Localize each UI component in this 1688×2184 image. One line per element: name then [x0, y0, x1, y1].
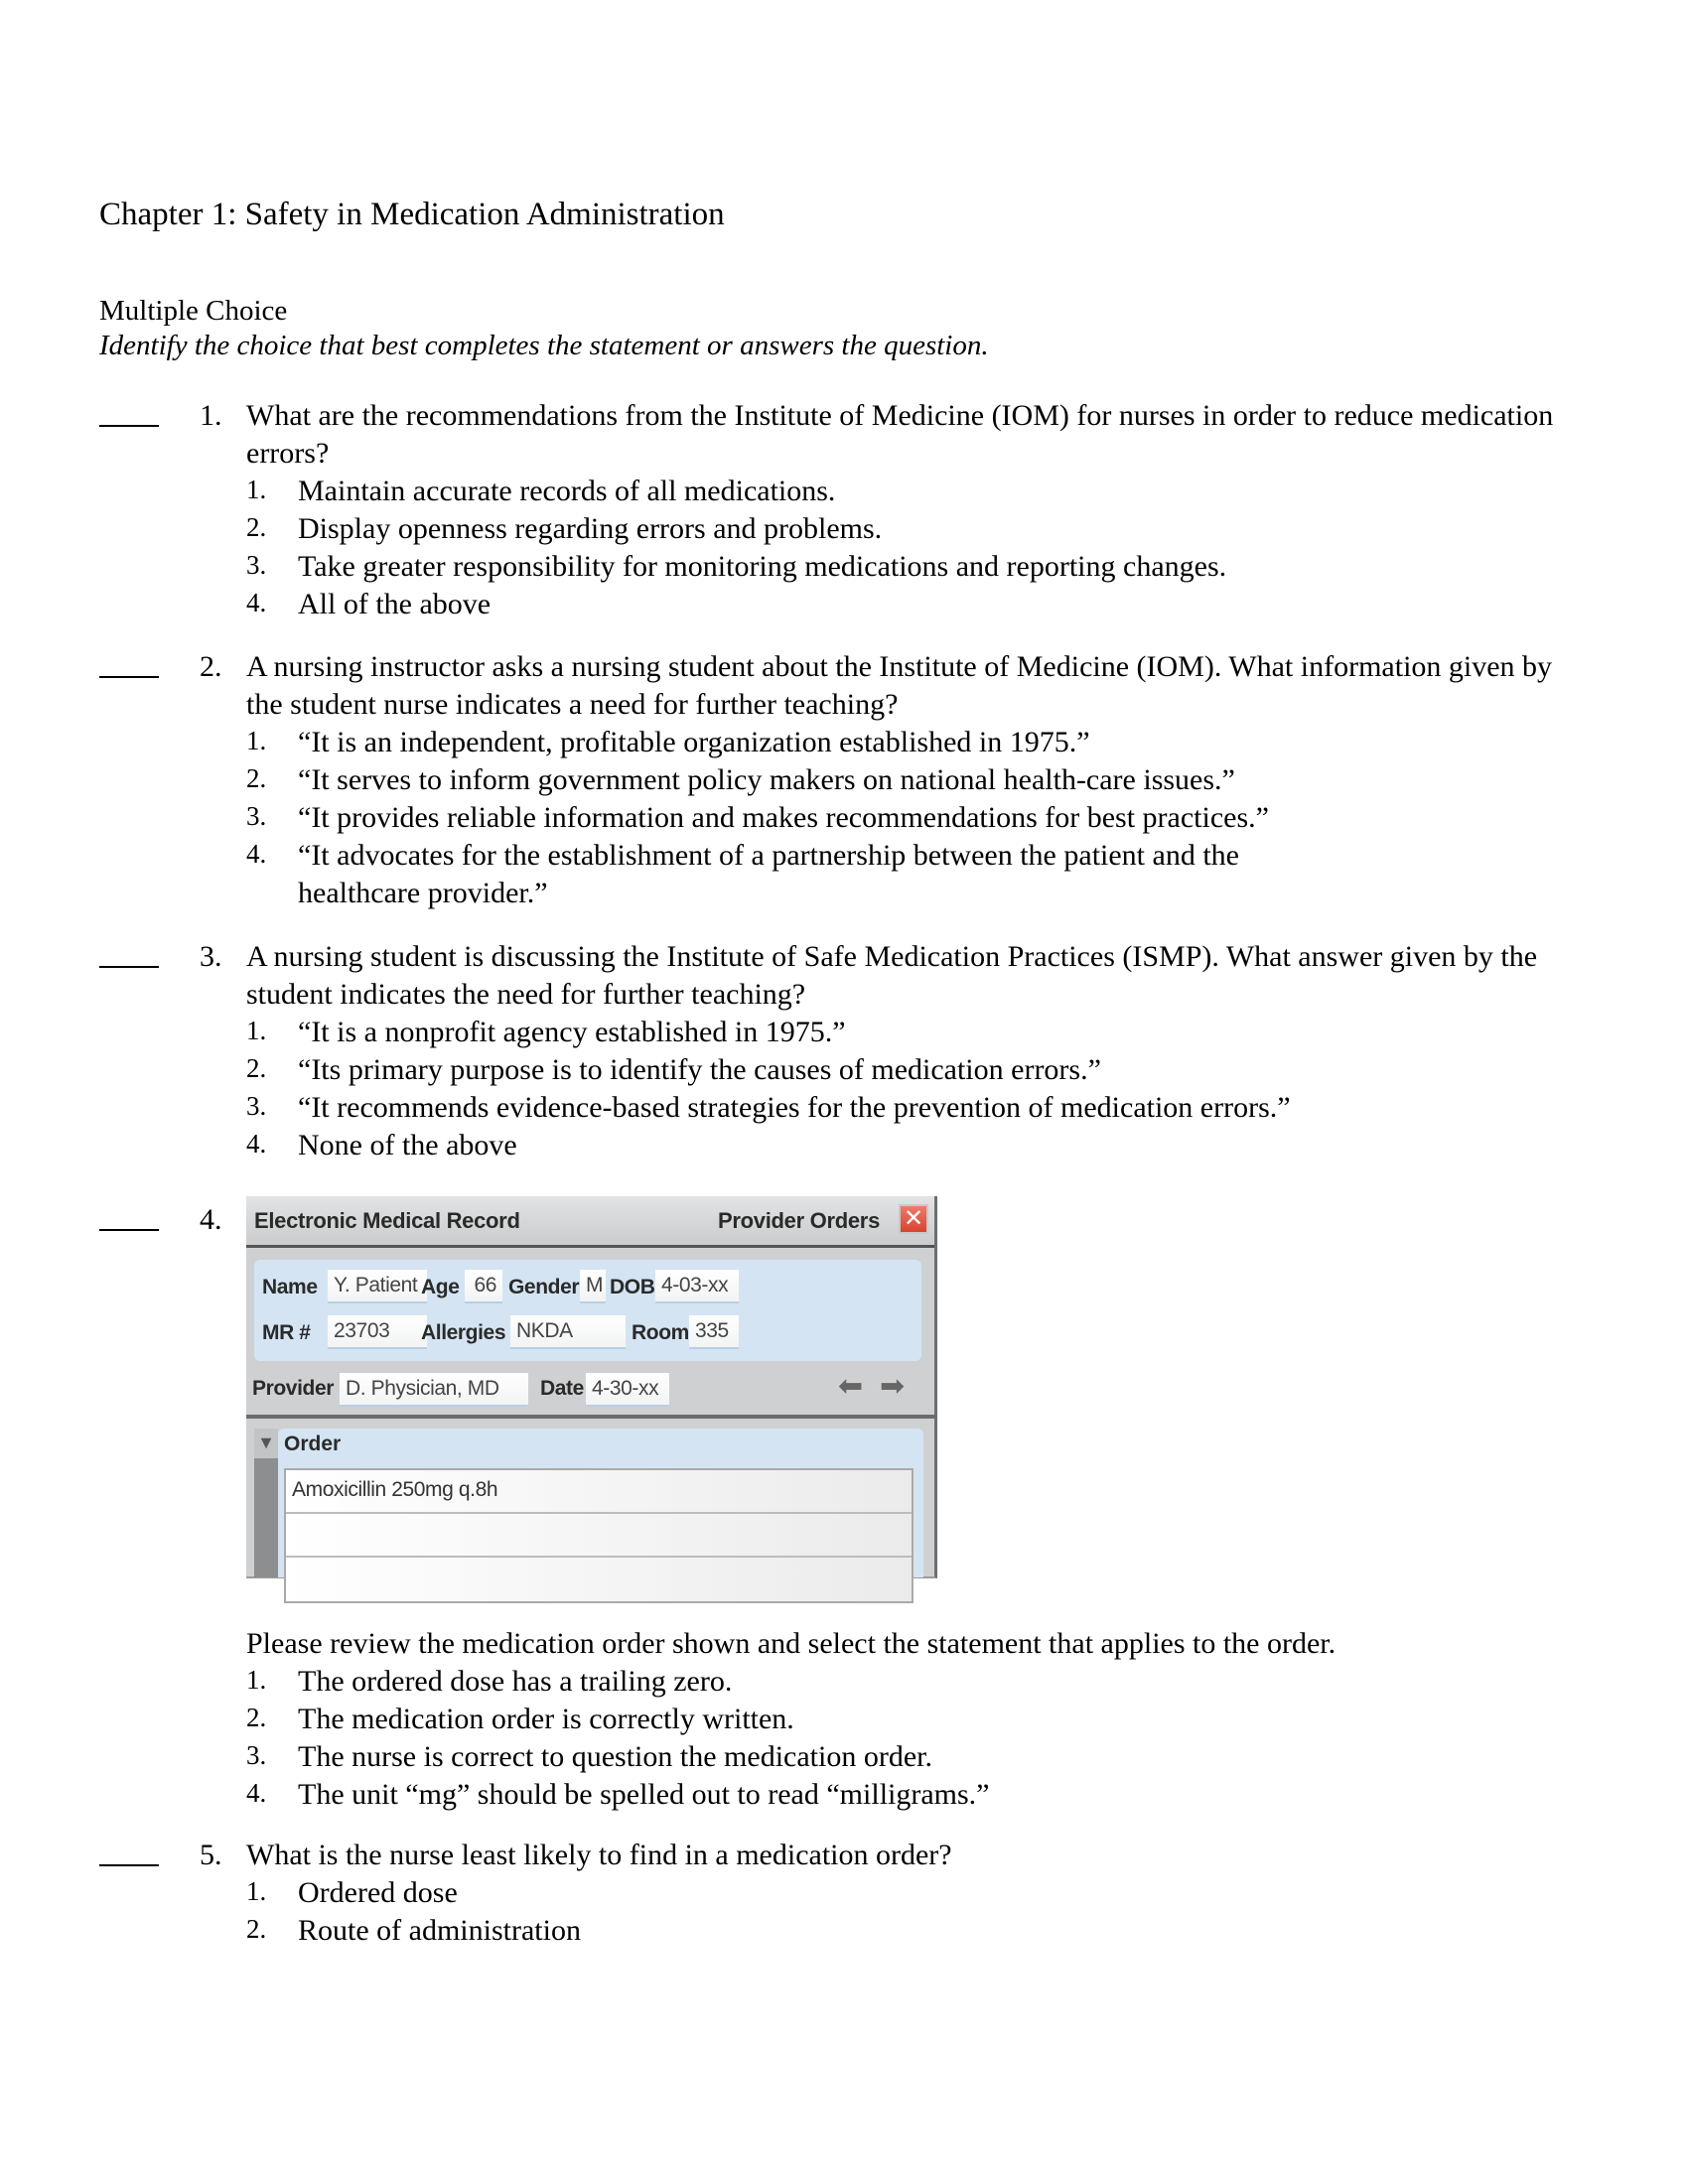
order-row[interactable]	[286, 1558, 912, 1601]
option: 2. Route of administration	[246, 1914, 581, 1947]
room-field[interactable]: 335	[689, 1315, 739, 1349]
question-stem: A nursing student is discussing the Institute of Safe Medication Practices (ISMP). What answer given by the student indicates the need for further teaching?	[246, 940, 1538, 1011]
option: 3. “It recommends evidence-based strategies for the prevention of medication errors.”	[246, 1091, 1291, 1124]
emr-title: Electronic Medical Record	[254, 1208, 520, 1233]
emr-header	[246, 1196, 934, 1248]
instructions: Identify the choice that best completes the statement or answers the question.	[99, 330, 989, 361]
question-stem: What is the nurse least likely to find in a medication order?	[246, 1839, 952, 1871]
order-section	[254, 1429, 929, 1577]
mr-field[interactable]: 23703	[328, 1315, 427, 1349]
option: 3. “It provides reliable information and makes recommendations for best practices.”	[246, 801, 1269, 834]
order-panel	[278, 1429, 923, 1577]
order-heading: Order	[284, 1433, 342, 1455]
answer-blank[interactable]	[99, 938, 159, 968]
option: 3. The nurse is correct to question the medication order.	[246, 1740, 932, 1773]
question-stem: What are the recommendations from the Institute of Medicine (IOM) for nurses in order to reduce medication errors?	[246, 399, 1554, 470]
option: 4. None of the above	[246, 1129, 517, 1161]
page-title: Chapter 1: Safety in Medication Administration	[99, 197, 725, 232]
dob-field[interactable]: 4-03-xx	[655, 1270, 739, 1303]
patient-info-panel	[254, 1260, 921, 1361]
option: 2. “It serves to inform government policy makers on national health-care issues.”	[246, 763, 1235, 796]
close-icon[interactable]: ✕	[899, 1204, 928, 1234]
arrow-right-icon[interactable]: ➡	[880, 1370, 906, 1403]
gender-field[interactable]: M	[580, 1270, 606, 1303]
provider-row	[246, 1365, 934, 1419]
option: 1. Maintain accurate records of all medications.	[246, 475, 836, 507]
age-label: Age	[421, 1276, 460, 1298]
option: 4. “It advocates for the establishment of a partnership between the patient and the healthcare provider.”	[246, 839, 1239, 909]
order-list	[284, 1468, 914, 1603]
emr-tab-provider-orders[interactable]: Provider Orders	[717, 1208, 880, 1233]
question-number: 1.	[200, 399, 222, 432]
emr-window	[246, 1196, 937, 1578]
question-number: 2.	[200, 650, 222, 683]
gender-label: Gender	[508, 1276, 580, 1298]
provider-field[interactable]: D. Physician, MD	[340, 1373, 528, 1407]
option: 3. Take greater responsibility for monitoring medications and reporting changes.	[246, 550, 1227, 583]
question-number: 4.	[200, 1203, 222, 1236]
option: 2. Display openness regarding errors and problems.	[246, 512, 883, 545]
date-field[interactable]: 4-30-xx	[586, 1373, 669, 1407]
dob-label: DOB	[610, 1276, 655, 1298]
name-field[interactable]: Y. Patient	[328, 1270, 427, 1303]
option: 2. “Its primary purpose is to identify the causes of medication errors.”	[246, 1053, 1101, 1086]
option: 2. The medication order is correctly written.	[246, 1703, 794, 1735]
collapse-triangle-icon[interactable]: ▼	[254, 1429, 278, 1458]
option: 1. The ordered dose has a trailing zero.	[246, 1665, 733, 1698]
question-number: 3.	[200, 940, 222, 973]
allergies-field[interactable]: NKDA	[510, 1315, 626, 1349]
age-field[interactable]: 66	[465, 1270, 502, 1303]
date-label: Date	[540, 1377, 584, 1400]
section-heading: Multiple Choice	[99, 295, 288, 327]
provider-label: Provider	[252, 1377, 334, 1400]
name-label: Name	[262, 1276, 318, 1298]
question-number: 5.	[200, 1839, 222, 1871]
option: 1. Ordered dose	[246, 1876, 458, 1909]
order-row[interactable]: Amoxicillin 250mg q.8h	[286, 1470, 912, 1514]
answer-blank[interactable]	[99, 1201, 159, 1231]
answer-blank[interactable]	[99, 648, 159, 678]
mr-label: MR #	[262, 1321, 311, 1344]
order-row[interactable]	[286, 1514, 912, 1558]
allergies-label: Allergies	[421, 1321, 506, 1344]
question-stem: Please review the medication order shown and select the statement that applies to the order.	[246, 1627, 1336, 1660]
answer-blank[interactable]	[99, 1837, 159, 1866]
option: 4. All of the above	[246, 588, 492, 620]
option: 1. “It is a nonprofit agency established in 1975.”	[246, 1016, 846, 1048]
room-label: Room	[632, 1321, 689, 1344]
arrow-left-icon[interactable]: ⬅	[838, 1370, 864, 1403]
question-stem: A nursing instructor asks a nursing student about the Institute of Medicine (IOM). What information given by the student nurse indicates a need for further teaching?	[246, 650, 1553, 721]
option: 1. “It is an independent, profitable organization established in 1975.”	[246, 726, 1090, 758]
answer-blank[interactable]	[99, 397, 159, 427]
option: 4. The unit “mg” should be spelled out to read “milligrams.”	[246, 1778, 990, 1811]
